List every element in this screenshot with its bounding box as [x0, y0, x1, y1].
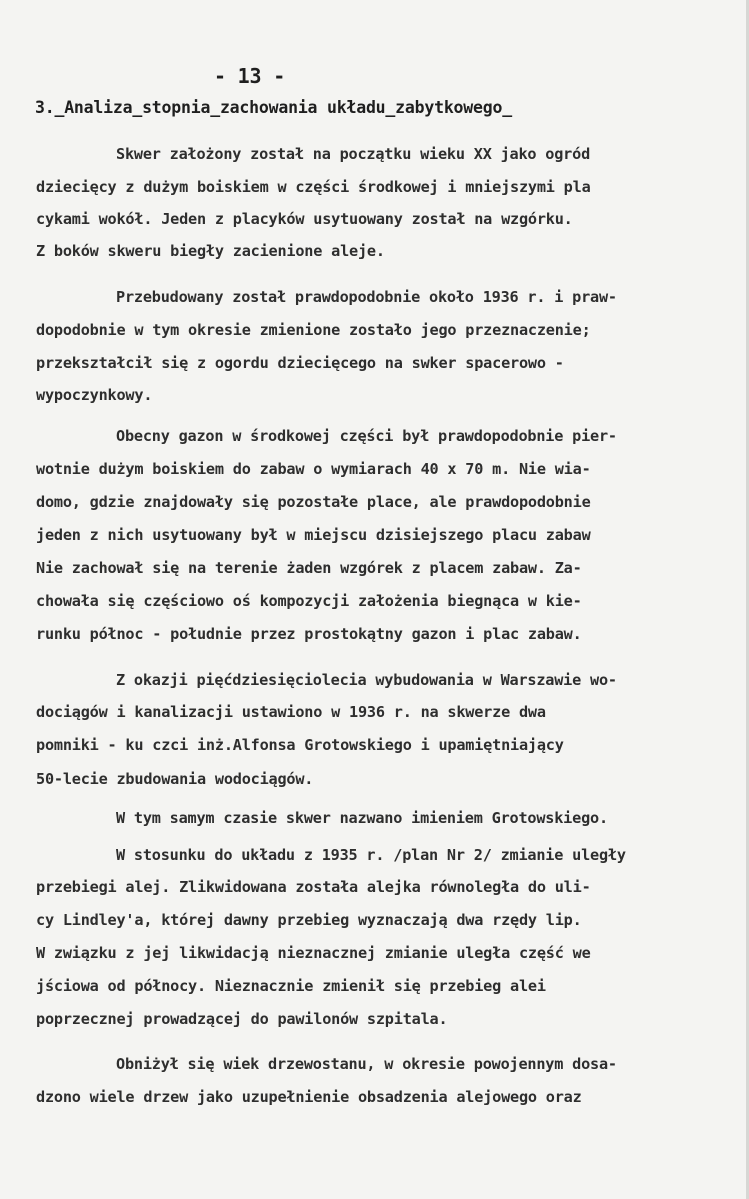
text-line-28: dzono wiele drzew jako uzupełnienie obsadzenia alejowego oraz	[36, 1088, 582, 1106]
page-number: - 13 -	[214, 64, 286, 88]
text-line-10: wotnie dużym boiskiem do zabaw o wymiarach 40 x 70 m. Nie wia-	[36, 460, 591, 478]
text-line-24: W związku z jej likwidacją nieznacznej zmianie uległa część we	[36, 944, 591, 962]
section-heading: 3._Analiza_stopnia_zachowania układu_zabytkowego_	[35, 98, 512, 117]
text-line-7: przekształcił się z ogordu dziecięcego na swker spacerowo -	[36, 354, 564, 372]
text-line-17: dociągów i kanalizacji ustawiono w 1936 r. na skwerze dwa	[36, 703, 546, 721]
text-line-6: dopodobnie w tym okresie zmienione zostało jego przeznaczenie;	[36, 321, 591, 339]
text-line-4: Z boków skweru biegły zacienione aleje.	[36, 242, 385, 260]
text-line-26: poprzecznej prowadzącej do pawilonów szpitala.	[36, 1010, 448, 1028]
text-line-18: pomniki - ku czci inż.Alfonsa Grotowskiego i upamiętniający	[36, 736, 564, 754]
text-line-8: wypoczynkowy.	[36, 386, 153, 404]
text-line-15: runku północ - południe przez prostokątny gazon i plac zabaw.	[36, 625, 582, 643]
text-line-22: przebiegi alej. Zlikwidowana została alejka równoległa do uli-	[36, 878, 591, 896]
text-line-3: cykami wokół. Jeden z placyków usytuowany został na wzgórku.	[36, 210, 573, 228]
text-line-1: Skwer założony został na początku wieku XX jako ogród	[116, 145, 591, 163]
text-line-11: domo, gdzie znajdowały się pozostałe place, ale prawdopodobnie	[36, 493, 591, 511]
text-line-21: W stosunku do układu z 1935 r. /plan Nr 2/ zmianie uległy	[116, 846, 626, 864]
text-line-12: jeden z nich usytuowany był w miejscu dzisiejszego placu zabaw	[36, 526, 591, 544]
text-line-25: jściowa od północy. Nieznacznie zmienił się przebieg alei	[36, 977, 546, 995]
text-line-23: cy Lindley'a, której dawny przebieg wyznaczają dwa rzędy lip.	[36, 911, 582, 929]
text-line-5: Przebudowany został prawdopodobnie około 1936 r. i praw-	[116, 288, 617, 306]
text-line-9: Obecny gazon w środkowej części był prawdopodobnie pier-	[116, 427, 617, 445]
text-line-20: W tym samym czasie skwer nazwano imieniem Grotowskiego.	[116, 809, 608, 827]
text-line-16: Z okazji pięćdziesięciolecia wybudowania w Warszawie wo-	[116, 671, 617, 689]
text-line-27: Obniżył się wiek drzewostanu, w okresie powojennym dosa-	[116, 1055, 617, 1073]
text-line-2: dziecięcy z dużym boiskiem w części środkowej i mniejszymi pla	[36, 178, 591, 196]
text-line-13: Nie zachował się na terenie żaden wzgórek z placem zabaw. Za-	[36, 559, 582, 577]
text-line-14: chowała się częściowo oś kompozycji założenia biegnąca w kie-	[36, 592, 582, 610]
text-line-19: 50-lecie zbudowania wodociągów.	[36, 770, 314, 788]
